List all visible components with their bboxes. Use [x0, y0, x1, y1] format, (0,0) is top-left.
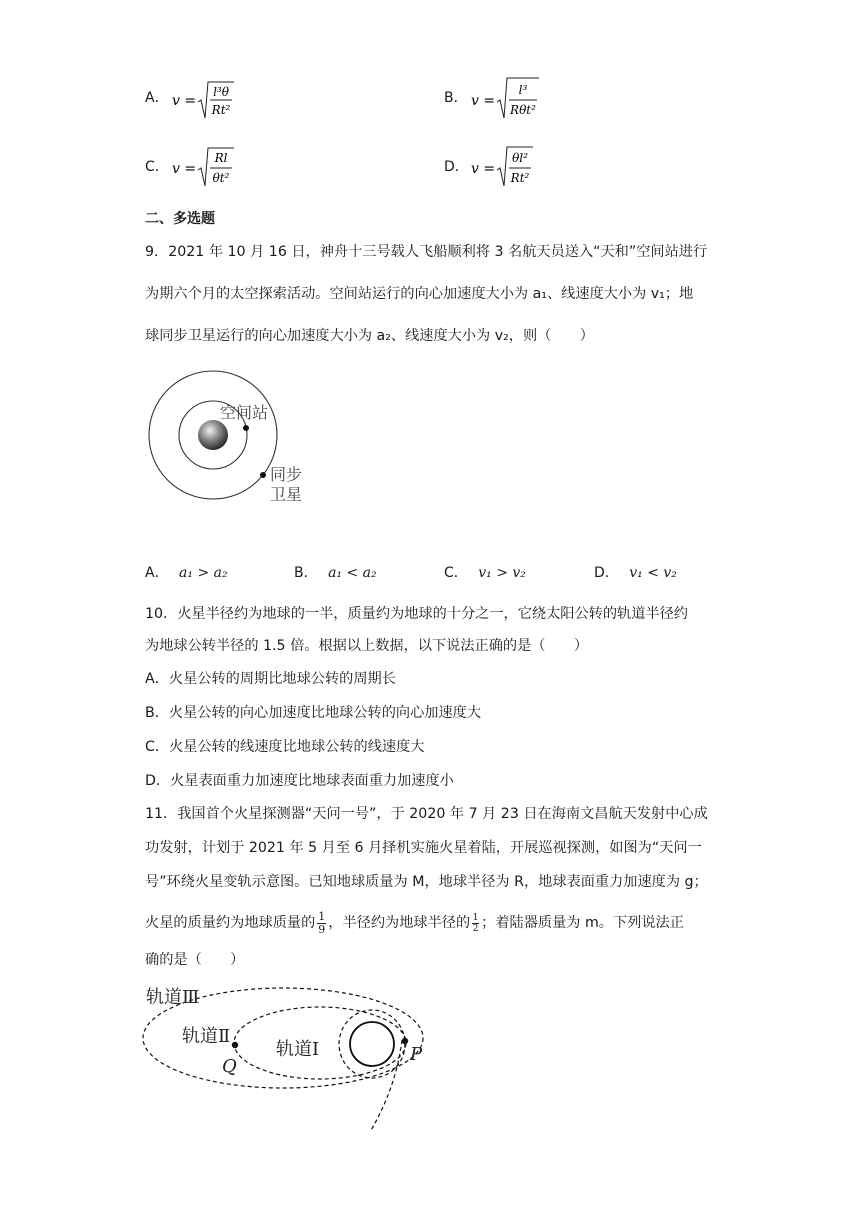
question-text-line: 球同步卫星运行的向心加速度大小为 a₂、线速度大小为 v₂，则（ ） — [145, 328, 594, 344]
option-text: a₁ < a₂ — [328, 565, 377, 581]
formula-numerator: θl² — [512, 151, 528, 165]
fraction-numerator: 1 — [472, 912, 479, 923]
q8-option-a-formula — [168, 78, 238, 122]
formula-numerator: l³ — [518, 83, 528, 97]
q8-option-b-formula — [467, 72, 543, 122]
q9-option-a[interactable] — [145, 563, 228, 583]
line-segment: ；着陆器质量为 m。下列说法正 — [481, 915, 684, 931]
question-text-line: 9．2021 年 10 月 16 日，神舟十三号载人飞船顺利将 3 名航天员送入“天和”空间站进行 — [145, 244, 708, 260]
station-label: 空间站 — [220, 403, 269, 422]
line-segment: 火星的质量约为地球质量的 — [145, 915, 316, 931]
fraction-1-2 — [472, 913, 479, 934]
q9-option-d[interactable] — [594, 563, 677, 583]
mars-icon — [350, 1022, 394, 1066]
question-text-line — [145, 908, 684, 938]
question-text-line: 功发射，计划于 2021 年 5 月至 6 月择机实施火星着陆，开展巡视探测，如图为“天问一 — [145, 840, 702, 856]
station-dot — [243, 425, 249, 431]
line-segment: ，半径约为地球半径的 — [328, 915, 471, 931]
formula-denominator: Rt² — [211, 103, 231, 117]
q9-option-b[interactable] — [294, 563, 377, 583]
sync-label-1: 同步 — [270, 465, 303, 484]
fraction-denominator: 9 — [318, 922, 326, 936]
q-label: Q — [222, 1056, 237, 1077]
orbit-1-label: 轨道Ⅰ — [276, 1039, 320, 1060]
point-q — [232, 1042, 238, 1048]
earth-icon — [198, 420, 228, 450]
formula-lhs: v = — [172, 161, 197, 177]
q8-option-c-formula — [168, 144, 238, 190]
sync-label-2: 卫星 — [270, 485, 303, 504]
q10-option-b[interactable]: B．火星公转的向心加速度比地球公转的向心加速度大 — [145, 705, 482, 721]
q10-option-c[interactable]: C．火星公转的线速度比地球公转的线速度大 — [145, 739, 425, 755]
fraction-1-9 — [317, 911, 326, 936]
formula-numerator: Rl — [214, 151, 228, 165]
question-text-line: 11．我国首个火星探测器“天问一号”，于 2020 年 7 月 23 日在海南文昌航天发射中心成 — [145, 806, 708, 822]
question-text-line: 确的是（ ） — [145, 952, 245, 968]
question-text-line: 为地球公转半径的 1.5 倍。根据以上数据，以下说法正确的是（ ） — [145, 638, 589, 654]
q10-option-d[interactable]: D．火星表面重力加速度比地球表面重力加速度小 — [145, 773, 454, 789]
orbit-3-label: 轨道Ⅲ — [146, 987, 200, 1008]
option-text: v₁ < v₂ — [629, 565, 677, 581]
q8-option-b[interactable] — [444, 88, 468, 108]
q9-option-c[interactable] — [444, 563, 526, 583]
q8-option-a[interactable] — [145, 88, 169, 108]
option-letter: D． — [444, 159, 469, 175]
q8-option-d-formula — [467, 142, 537, 190]
formula-denominator: Rθt² — [510, 103, 536, 117]
p-label: P — [410, 1044, 423, 1065]
formula-denominator: θt² — [212, 171, 230, 185]
satellite-dot — [260, 472, 266, 478]
option-letter: B． — [294, 565, 318, 581]
option-text: a₁ > a₂ — [179, 565, 228, 581]
option-letter: D． — [594, 565, 619, 581]
orbit-figure-q11 — [140, 978, 440, 1138]
q10-option-a[interactable]: A．火星公转的周期比地球公转的周期长 — [145, 671, 396, 687]
option-letter: A． — [145, 565, 169, 581]
fraction-denominator: 2 — [472, 923, 479, 934]
fraction-numerator: 1 — [318, 909, 326, 923]
formula-lhs: v = — [471, 93, 496, 109]
formula-denominator: Rt² — [510, 171, 530, 185]
option-letter: B． — [444, 90, 468, 106]
orbit-2-label: 轨道Ⅱ — [182, 1026, 231, 1047]
question-text-line: 10．火星半径约为地球的一半，质量约为地球的十分之一，它绕太阳公转的轨道半径约 — [145, 606, 688, 622]
formula-numerator: l³θ — [213, 85, 229, 99]
formula-lhs: v = — [471, 161, 496, 177]
option-letter: C． — [145, 159, 169, 175]
option-letter: C． — [444, 565, 468, 581]
question-text-line: 号”环绕火星变轨示意图。已知地球质量为 M，地球半径为 R，地球表面重力加速度为 g； — [145, 874, 708, 890]
q8-option-c[interactable] — [145, 157, 169, 177]
formula-lhs: v = — [172, 93, 197, 109]
option-letter: A． — [145, 90, 169, 106]
section-title: 二、多选题 — [145, 211, 215, 227]
option-text: v₁ > v₂ — [478, 565, 526, 581]
point-p — [402, 1038, 408, 1044]
q8-option-d[interactable] — [444, 157, 469, 177]
question-text-line: 为期六个月的太空探索活动。空间站运行的向心加速度大小为 a₁、线速度大小为 v₁；地 — [145, 286, 694, 302]
orbit-figure-q9 — [140, 368, 310, 518]
